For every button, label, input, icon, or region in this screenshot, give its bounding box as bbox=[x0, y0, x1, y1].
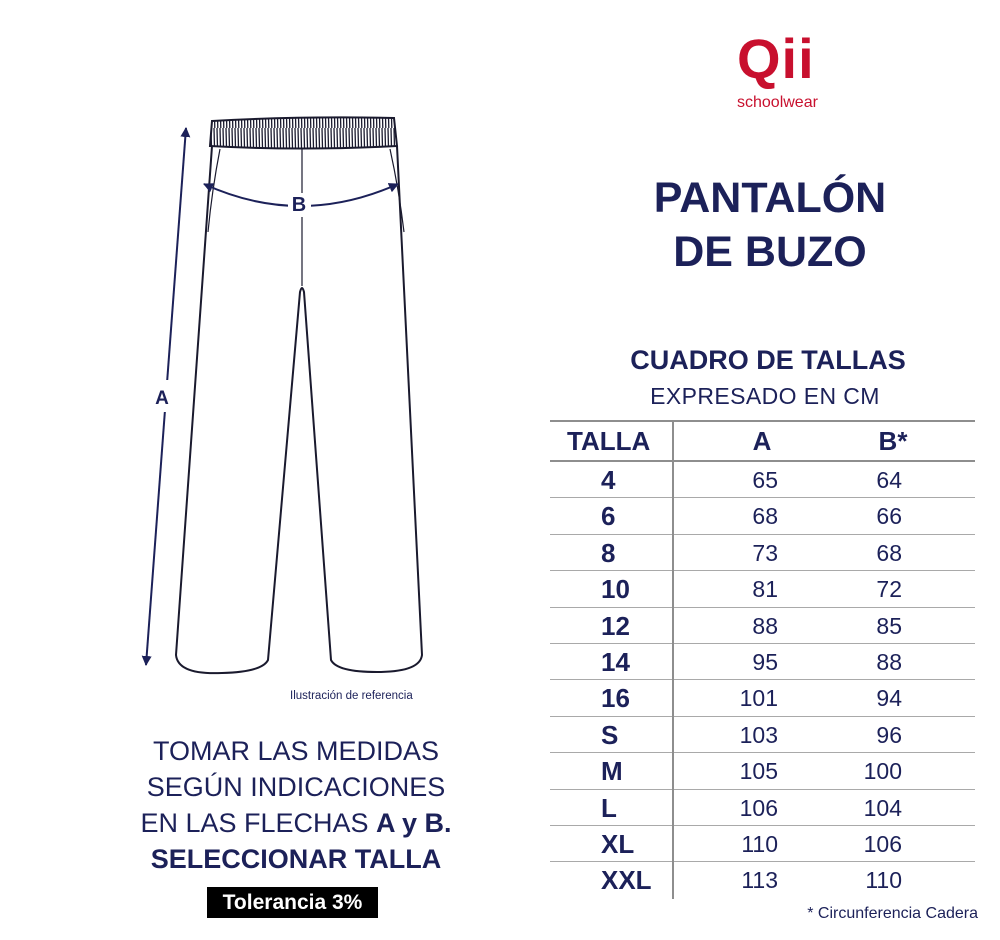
measure-a-value: 95 bbox=[752, 649, 778, 675]
size-label: 14 bbox=[601, 647, 630, 677]
measure-a-value: 65 bbox=[752, 467, 778, 493]
table-row bbox=[550, 498, 975, 534]
product-title bbox=[570, 171, 970, 279]
size-label: 10 bbox=[601, 574, 630, 605]
size-label: M bbox=[601, 756, 623, 787]
size-chart-footnote: * Circunferencia Cadera bbox=[807, 905, 978, 922]
instructions-line-1: TOMAR LAS MEDIDAS bbox=[152, 736, 440, 766]
measure-b-value: 64 bbox=[876, 467, 902, 493]
measure-a-value: 88 bbox=[752, 612, 778, 639]
measure-a-value: 113 bbox=[741, 867, 778, 894]
instructions-line-3-text: EN LAS FLECHAS bbox=[140, 808, 369, 838]
instructions-line-3 bbox=[96, 805, 496, 841]
waistband bbox=[210, 117, 397, 148]
table-row bbox=[550, 826, 975, 862]
column-header-size: TALLA bbox=[567, 426, 651, 456]
measurement-instructions bbox=[96, 733, 496, 877]
table-row bbox=[550, 753, 975, 789]
table-column-divider bbox=[672, 420, 674, 899]
table-header bbox=[550, 421, 975, 461]
instructions-line-2: SEGÚN INDICACIONES bbox=[146, 772, 446, 802]
measure-b-value: 85 bbox=[876, 612, 902, 639]
size-label: 16 bbox=[601, 683, 630, 714]
table-row bbox=[550, 462, 975, 498]
illustration-caption: Ilustración de referencia bbox=[290, 690, 413, 702]
measure-a-value: 110 bbox=[741, 831, 778, 857]
tolerance-badge: Tolerancia 3% bbox=[207, 887, 378, 918]
measure-b-value: 110 bbox=[865, 867, 902, 894]
measure-a-value: 106 bbox=[739, 794, 778, 821]
size-label: 8 bbox=[601, 537, 616, 568]
measure-b-value: 94 bbox=[876, 685, 902, 712]
size-chart-units: EXPRESADO EN CM bbox=[650, 383, 880, 409]
size-label: S bbox=[601, 719, 619, 750]
pants-outline bbox=[176, 146, 422, 673]
measure-a-value: 68 bbox=[752, 503, 778, 530]
table-row bbox=[550, 790, 975, 826]
measure-a-value: 101 bbox=[739, 685, 778, 712]
measure-b-value: 72 bbox=[876, 576, 902, 603]
size-label: XXL bbox=[601, 865, 652, 896]
table-row bbox=[550, 535, 975, 571]
table-body bbox=[550, 462, 975, 899]
column-header-b: B* bbox=[878, 426, 908, 456]
measure-b-value: 96 bbox=[876, 721, 902, 748]
size-chart-heading: CUADRO DE TALLAS bbox=[630, 345, 906, 375]
measure-a-value: 103 bbox=[739, 721, 778, 748]
label-a: A bbox=[155, 388, 169, 409]
measure-b-value: 100 bbox=[863, 758, 902, 785]
column-header-a: A bbox=[752, 426, 772, 456]
table-row bbox=[550, 608, 975, 644]
measure-b-value: 68 bbox=[876, 539, 902, 566]
measure-a-value: 81 bbox=[752, 576, 778, 603]
product-title-line-2: DE BUZO bbox=[673, 228, 867, 276]
brand-logo: Qii bbox=[737, 27, 815, 90]
measure-a-value: 73 bbox=[752, 539, 778, 566]
size-label: 12 bbox=[601, 610, 630, 641]
size-label: L bbox=[601, 792, 617, 823]
table-row bbox=[550, 571, 975, 607]
measure-b-value: 106 bbox=[863, 831, 902, 857]
measure-b-value: 66 bbox=[876, 503, 902, 530]
measure-a-value: 105 bbox=[739, 758, 778, 785]
label-b: B bbox=[291, 194, 307, 216]
table-row bbox=[550, 644, 975, 680]
size-label: 6 bbox=[601, 501, 616, 532]
table-row bbox=[550, 717, 975, 753]
brand-tagline: schoolwear bbox=[737, 94, 818, 111]
instructions-arrows-emphasis: A y B. bbox=[376, 808, 452, 838]
size-label: XL bbox=[601, 829, 635, 859]
size-label: 4 bbox=[601, 465, 616, 495]
product-title-line-1: PANTALÓN bbox=[653, 174, 887, 222]
table-row bbox=[550, 862, 975, 898]
measure-b-value: 104 bbox=[863, 794, 902, 821]
pants-illustration bbox=[0, 0, 500, 720]
table-row bbox=[550, 680, 975, 716]
measure-b-value: 88 bbox=[876, 649, 902, 675]
instructions-select-size: SELECCIONAR TALLA bbox=[150, 844, 442, 874]
size-table bbox=[550, 420, 975, 899]
